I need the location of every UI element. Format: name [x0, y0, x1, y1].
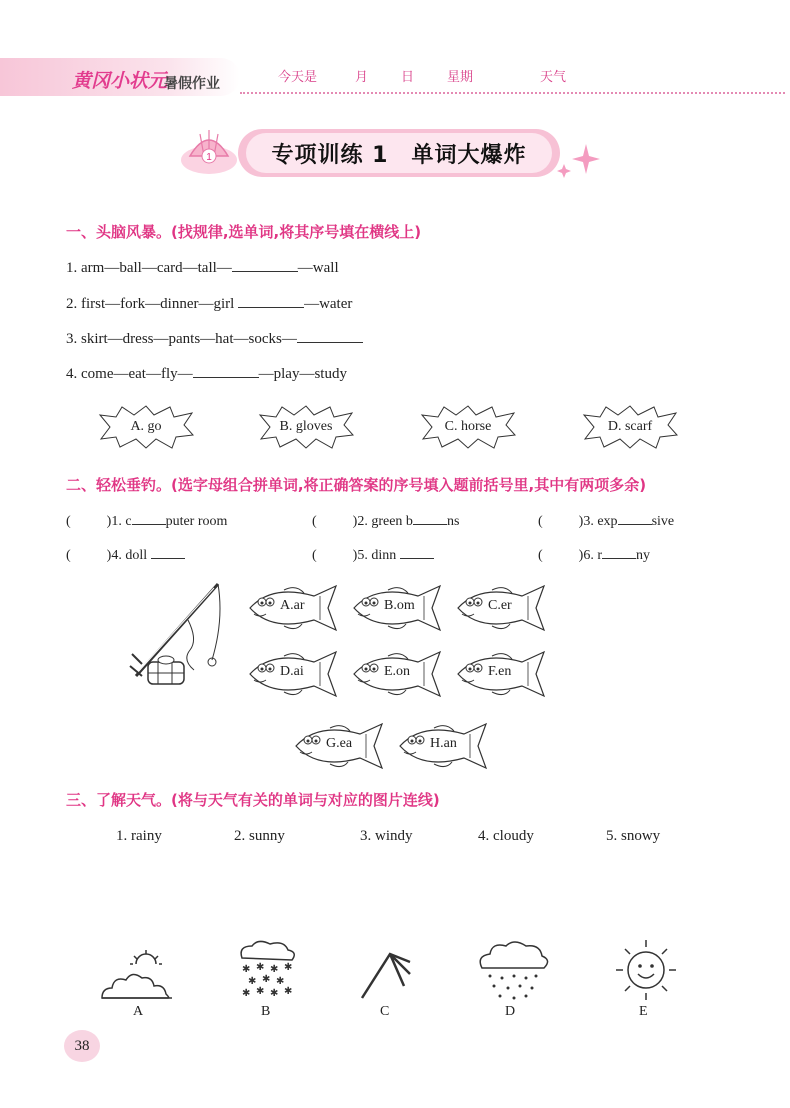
section2-heading: 二、轻松垂钓。(选字母组合拼单词,将正确答案的序号填入题前括号里,其中有两项多余) — [66, 476, 647, 494]
weather-word-sunny[interactable]: 2. sunny — [234, 828, 285, 844]
answer-paren[interactable] — [71, 524, 107, 525]
svg-text:✱: ✱ — [248, 976, 257, 987]
picture-label-c: C — [380, 1004, 390, 1019]
picture-label-a: A — [133, 1004, 144, 1019]
date-label-month: 月 — [355, 70, 369, 85]
weather-word-windy[interactable]: 3. windy — [360, 828, 413, 844]
answer-paren[interactable] — [71, 558, 107, 559]
picture-label-d: D — [505, 1004, 516, 1019]
option-a-burst[interactable]: A. go — [98, 405, 194, 449]
svg-text:✱: ✱ — [270, 964, 279, 975]
snow-icon[interactable] — [228, 938, 308, 1010]
section3-heading: 三、了解天气。(将与天气有关的单词与对应的图片连线) — [66, 791, 440, 809]
header-divider — [240, 92, 785, 94]
svg-text:✱: ✱ — [242, 964, 251, 975]
rain-icon[interactable] — [474, 938, 554, 1010]
svg-text:✱: ✱ — [262, 974, 271, 985]
date-label-today: 今天是 — [278, 70, 318, 85]
answer-blank — [132, 523, 166, 525]
brand-subtitle: 暑假作业 — [164, 76, 220, 92]
s1-question-2: 2. first—fork—dinner—girl —water — [66, 296, 353, 312]
s2-item-6: ( )6. r ny — [538, 548, 650, 563]
fish-option-a[interactable]: A.ar — [244, 582, 340, 634]
answer-paren[interactable] — [543, 524, 579, 525]
title-number: 1 — [206, 152, 212, 163]
svg-text:✱: ✱ — [270, 988, 279, 999]
answer-blank — [413, 523, 447, 525]
partly-cloudy-icon[interactable] — [98, 934, 178, 1006]
s1-question-1: 1. arm—ball—card—tall— —wall — [66, 260, 339, 276]
s1-question-4: 4. come—eat—fly— —play—study — [66, 366, 347, 382]
s2-item-1: ( )1. c puter room — [66, 514, 228, 529]
picture-label-b: B — [261, 1004, 271, 1019]
fish-option-f[interactable]: F.en — [452, 648, 548, 700]
fish-option-h[interactable]: H.an — [394, 720, 490, 772]
svg-text:✱: ✱ — [256, 962, 265, 973]
brand-logo: 黄冈小状元 — [72, 70, 168, 92]
answer-blank[interactable] — [232, 270, 298, 272]
date-label-weather: 天气 — [540, 70, 567, 85]
s2-item-2: ( )2. green b ns — [312, 514, 460, 529]
answer-blank[interactable] — [297, 341, 363, 343]
s2-item-3: ( )3. exp sive — [538, 514, 675, 529]
picture-label-e: E — [639, 1004, 648, 1019]
s1-question-3: 3. skirt—dress—pants—hat—socks— — [66, 331, 363, 348]
svg-text:✱: ✱ — [284, 962, 293, 973]
sun-icon[interactable] — [606, 934, 686, 1006]
s2-item-4: ( )4. doll — [66, 548, 185, 564]
sparkle-icon — [556, 140, 600, 180]
section1-heading: 一、头脑风暴。(找规律,选单词,将其序号填在横线上) — [66, 223, 422, 241]
fish-option-b[interactable]: B.om — [348, 582, 444, 634]
fish-option-g[interactable]: G.ea — [290, 720, 386, 772]
answer-blank — [618, 523, 652, 525]
answer-paren[interactable] — [317, 558, 353, 559]
weather-word-snowy[interactable]: 5. snowy — [606, 828, 661, 844]
svg-text:✱: ✱ — [256, 986, 265, 997]
option-b-burst[interactable]: B. gloves — [258, 405, 354, 449]
answer-blank[interactable] — [193, 376, 259, 378]
date-label-weekday: 星期 — [447, 70, 474, 85]
svg-text:✱: ✱ — [284, 986, 293, 997]
fishing-rod-icon — [128, 580, 228, 694]
s2-item-5: ( )5. dinn — [312, 548, 434, 564]
answer-blank — [602, 557, 636, 559]
svg-text:✱: ✱ — [242, 988, 251, 999]
answer-paren[interactable] — [317, 524, 353, 525]
weather-word-rainy[interactable]: 1. rainy — [116, 828, 162, 844]
shell-icon — [176, 120, 242, 186]
option-d-burst[interactable]: D. scarf — [582, 405, 678, 449]
fish-option-e[interactable]: E.on — [348, 648, 444, 700]
page-title: 专项训练 1 单词大爆炸 — [246, 133, 552, 173]
answer-blank — [151, 557, 185, 559]
fish-option-c[interactable]: C.er — [452, 582, 548, 634]
answer-blank — [400, 557, 434, 559]
fish-option-d[interactable]: D.ai — [244, 648, 340, 700]
date-label-day: 日 — [401, 70, 415, 85]
svg-text:✱: ✱ — [276, 976, 285, 987]
page-number: 38 — [64, 1030, 100, 1062]
answer-blank[interactable] — [238, 306, 304, 308]
option-c-burst[interactable]: C. horse — [420, 405, 516, 449]
weather-word-cloudy[interactable]: 4. cloudy — [478, 828, 534, 844]
wind-icon[interactable] — [350, 938, 430, 1010]
answer-paren[interactable] — [543, 558, 579, 559]
